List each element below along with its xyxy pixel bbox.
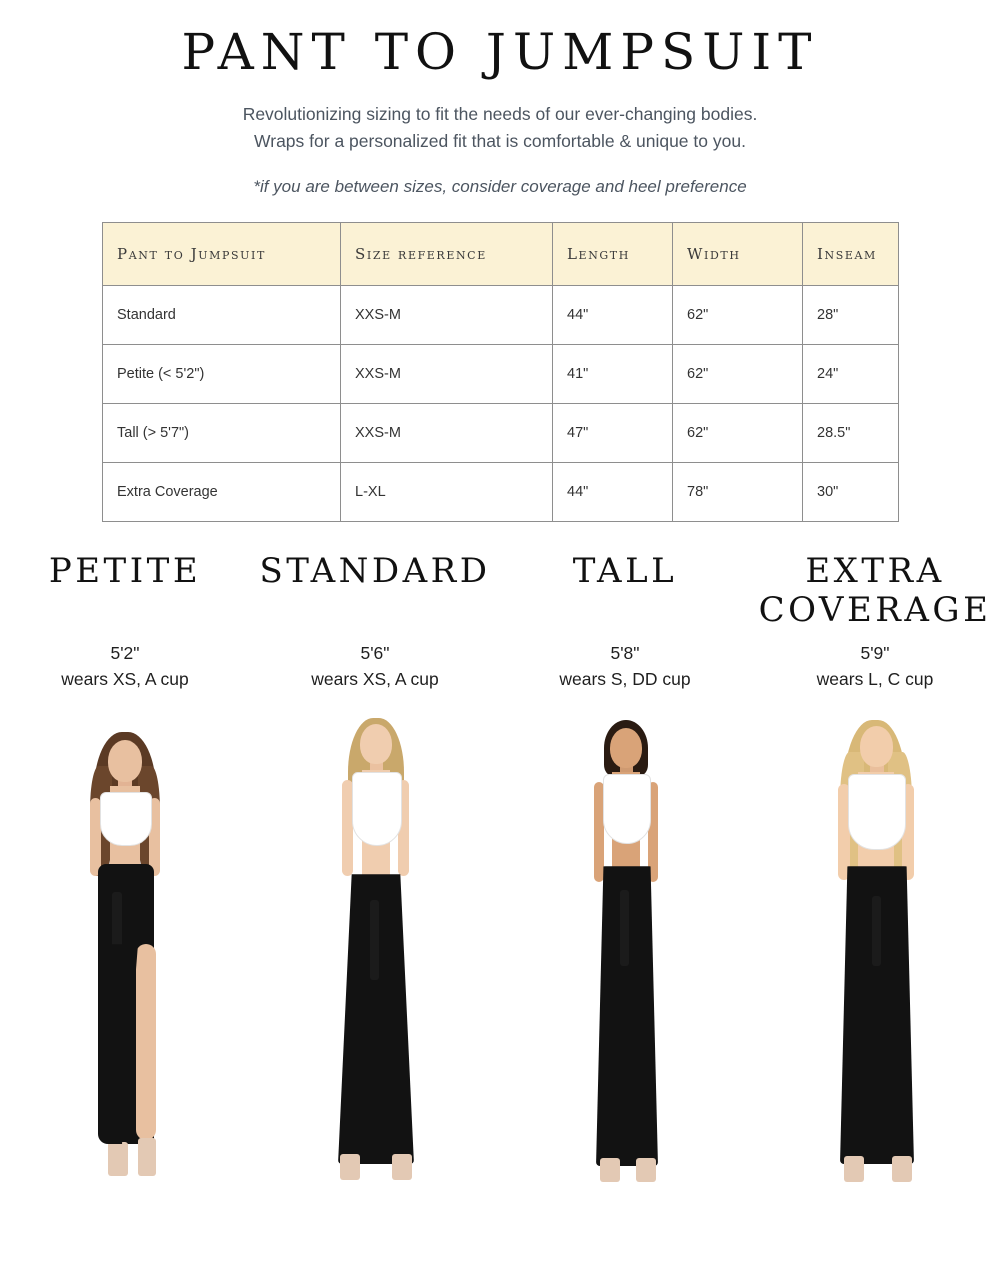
subtitle-line-1: Revolutionizing sizing to fit the needs of our ever-changing bodies.	[242, 103, 758, 124]
cell-length: 44"	[553, 285, 673, 344]
cell-style: Tall (> 5'7")	[103, 403, 341, 462]
model-column-petite	[0, 552, 250, 1215]
cell-length: 47"	[553, 403, 673, 462]
subtitle-line-2: Wraps for a personalized fit that is comfortable & unique to you.	[254, 130, 746, 151]
model-column-extra-coverage	[750, 552, 1000, 1215]
model-wears-tall: wears S, DD cup	[559, 669, 691, 689]
cell-length: 41"	[553, 344, 673, 403]
cell-width: 62"	[673, 285, 803, 344]
cell-length: 44"	[553, 462, 673, 521]
column-header-inseam: Inseam	[803, 222, 899, 285]
model-wears-standard: wears XS, A cup	[311, 669, 439, 689]
model-height-tall: 5'8"	[610, 642, 640, 663]
cell-inseam: 24"	[803, 344, 899, 403]
cell-width: 78"	[673, 462, 803, 521]
model-stats-standard	[311, 640, 438, 693]
subtitle-block	[0, 101, 1000, 155]
size-chart-table-wrapper	[102, 222, 898, 522]
cell-size-reference: XXS-M	[341, 285, 553, 344]
cell-style: Standard	[103, 285, 341, 344]
size-chart-table	[102, 222, 899, 522]
model-column-tall	[500, 552, 750, 1215]
cell-inseam: 28.5"	[803, 403, 899, 462]
model-name-standard: STANDARD	[259, 550, 491, 591]
cell-style: Petite (< 5'2")	[103, 344, 341, 403]
cell-size-reference: XXS-M	[341, 403, 553, 462]
model-name-extra-coverage-line2: COVERAGE	[758, 589, 992, 630]
model-name-extra-coverage	[759, 552, 992, 636]
model-name-petite: PETITE	[48, 550, 202, 591]
cell-inseam: 30"	[803, 462, 899, 521]
table-row	[103, 462, 899, 521]
model-photo-standard	[260, 714, 490, 1214]
model-height-standard: 5'6"	[360, 642, 390, 663]
column-header-width: Width	[673, 222, 803, 285]
table-row	[103, 344, 899, 403]
model-height-extra-coverage: 5'9"	[860, 642, 890, 663]
table-row	[103, 285, 899, 344]
table-body	[103, 285, 899, 521]
model-name-extra-coverage-line1: EXTRA	[805, 550, 945, 591]
cell-size-reference: L-XL	[341, 462, 553, 521]
table-row	[103, 403, 899, 462]
model-name-tall: TALL	[572, 550, 678, 591]
column-header-length: Length	[553, 222, 673, 285]
column-header-style: Pant to Jumpsuit	[103, 222, 341, 285]
model-stats-extra-coverage	[817, 640, 934, 693]
column-header-size-reference: Size reference	[341, 222, 553, 285]
between-sizes-note: *if you are between sizes, consider coverage and heel preference	[253, 176, 747, 196]
cell-width: 62"	[673, 403, 803, 462]
model-stats-tall	[559, 640, 690, 693]
model-stats-petite	[61, 640, 188, 693]
model-photo-petite	[10, 714, 240, 1214]
model-photo-tall	[510, 714, 740, 1214]
cell-style: Extra Coverage	[103, 462, 341, 521]
cell-size-reference: XXS-M	[341, 344, 553, 403]
model-height-petite: 5'2"	[110, 642, 140, 663]
cell-width: 62"	[673, 344, 803, 403]
table-header-row-group	[103, 222, 899, 285]
model-photo-extra-coverage	[760, 714, 990, 1214]
page-title: PANT TO JUMPSUIT	[181, 23, 819, 81]
cell-inseam: 28"	[803, 285, 899, 344]
model-column-standard	[250, 552, 500, 1215]
table-header-row	[103, 222, 899, 285]
model-wears-petite: wears XS, A cup	[61, 669, 189, 689]
model-comparison-section	[0, 552, 1000, 1215]
model-wears-extra-coverage: wears L, C cup	[816, 669, 934, 689]
